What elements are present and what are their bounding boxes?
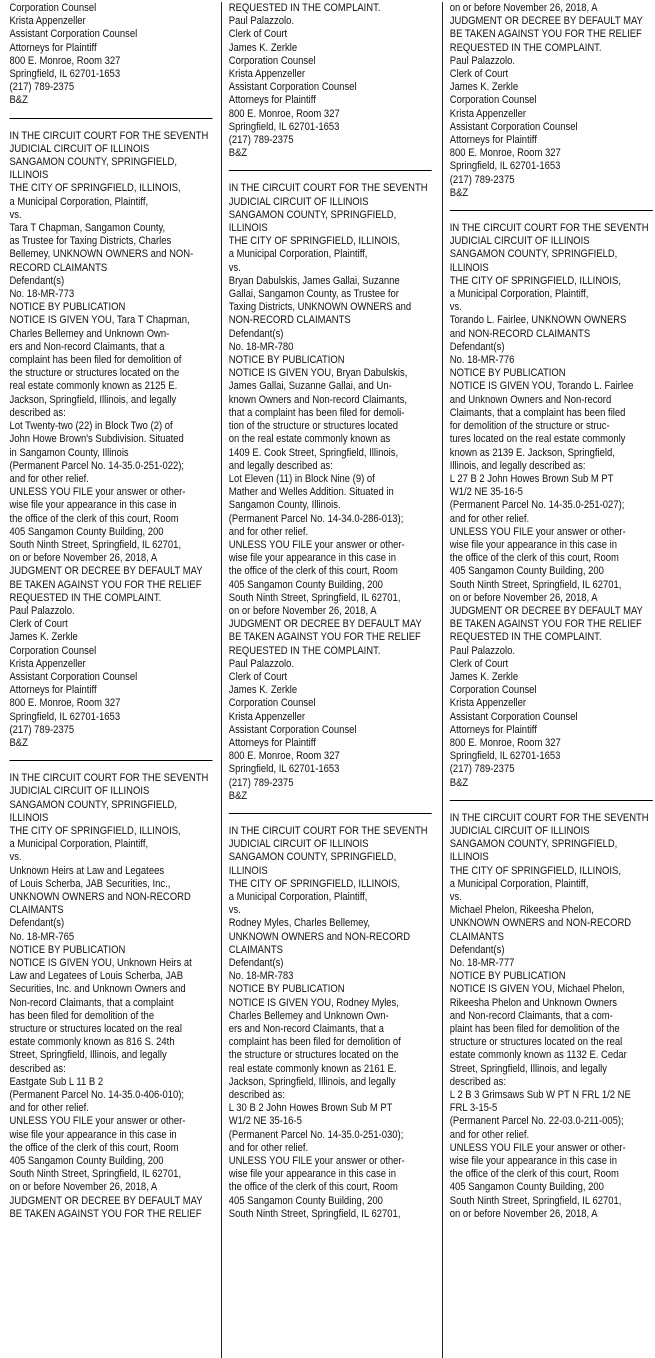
notice-continuation: REQUESTED IN THE COMPLAINT. Paul Palazzolo. Clerk of Court James K. Zerkle Corporation Counsel Krista Appenzeller Assistant Corporation Counsel Attorneys for Plaintiff 800 E. Monroe, Room 327 Springfield, IL 62701-1653 (217) 789-2375 B&Z xyxy=(228,2,381,160)
notice-divider xyxy=(9,118,212,119)
notice-18-MR-765: IN THE CIRCUIT COURT FOR THE SEVENTH JUDICIAL CIRCUIT OF ILLINOIS SANGAMON COUNTY, SPRINGFIELD, ILLINOIS THE CITY OF SPRINGFIELD, ILLINOIS, a Municipal Corporation, Plaintiff, vs. Unknown Heirs at Law and Legatees of Louis Scherba, JAB Securities, Inc., UNKNOWN OWNERS and NON-RECORD CLAIMANTS Defendant(s) No. 18-MR-765 NOTICE BY PUBLICATION NOTICE IS GIVEN YOU, Unknown Heirs at Law and Legatees of Louis Scherba, JAB Securities, Inc. and Unknown Owners and Non-record Claimants, that a complaint has been filed for demolition of the structure or structures located on the real estate commonly known as 816 S. 24th Street, Springfield, Illinois, and legally described as: Eastgate Sub L 11 B 2 (Permanent Parcel No. 14-35.0-406-010); and for other relief. UNLESS YOU FILE your answer or other- wise file your appearance in this case in the office of the clerk of this court, Room 405 Sangamon County Building, 200 South Ninth Street, Springfield, IL 62701, on or before November 26, 2018, A JUDGMENT OR DECREE BY DEFAULT MAY BE TAKEN AGAINST YOU FOR THE RELIEF xyxy=(9,772,209,1220)
column-2 xyxy=(229,2,432,1221)
notice-divider xyxy=(450,800,653,801)
notice-18-MR-776: IN THE CIRCUIT COURT FOR THE SEVENTH JUDICIAL CIRCUIT OF ILLINOIS SANGAMON COUNTY, SPRINGFIELD, ILLINOIS THE CITY OF SPRINGFIELD, ILLINOIS, a Municipal Corporation, Plaintiff, vs. Torando L. Fairlee, UNKNOWN OWNERS and NON-RECORD CLAIMANTS Defendant(s) No. 18-MR-776 NOTICE BY PUBLICATION NOTICE IS GIVEN YOU, Torando L. Fairlee and Unknown Owners and Non-record Claimants, that a complaint has been filed for demolition of the structure or struc- tures located on the real estate commonly known as 2139 E. Jackson, Springfield, Illinois, and legally described as: L 27 B 2 John Howes Brown Sub M PT W1/2 NE 35-16-5 (Permanent Parcel No. 14-35.0-251-027); and for other relief. UNLESS YOU FILE your answer or other- wise file your appearance in this case in the office of the clerk of this court, Room 405 Sangamon County Building, 200 South Ninth Street, Springfield, IL 62701, on or before November 26, 2018, A JUDGMENT OR DECREE BY DEFAULT MAY BE TAKEN AGAINST YOU FOR THE RELIEF REQUESTED IN THE COMPLAINT. Paul Palazzolo. Clerk of Court James K. Zerkle Corporation Counsel Krista Appenzeller Assistant Corporation Counsel Attorneys for Plaintiff 800 E. Monroe, Room 327 Springfield, IL 62701-1653 (217) 789-2375 B&Z xyxy=(449,222,649,789)
column-divider xyxy=(221,2,222,1358)
notice-18-MR-777: IN THE CIRCUIT COURT FOR THE SEVENTH JUDICIAL CIRCUIT OF ILLINOIS SANGAMON COUNTY, SPRINGFIELD, ILLINOIS THE CITY OF SPRINGFIELD, ILLINOIS, a Municipal Corporation, Plaintiff, vs. Michael Phelon, Rikeesha Phelon, UNKNOWN OWNERS and NON-RECORD CLAIMANTS Defendant(s) No. 18-MR-777 NOTICE BY PUBLICATION NOTICE IS GIVEN YOU, Michael Phelon, Rikeesha Phelon and Unknown Owners and Non-record Claimants, that a com- plaint has been filed for demolition of the structure or structures located on the real estate commonly known as 1132 E. Cedar Street, Springfield, Illinois, and legally described as: L 2 B 3 Grimsaws Sub W PT N FRL 1/2 NE FRL 3-15-5 (Permanent Parcel No. 22-03.0-211-005); and for other relief. UNLESS YOU FILE your answer or other- wise file your appearance in this case in the office of the clerk of this court, Room 405 Sangamon County Building, 200 South Ninth Street, Springfield, IL 62701, on or before November 26, 2018, A xyxy=(449,811,649,1220)
notice-18-MR-773: IN THE CIRCUIT COURT FOR THE SEVENTH JUDICIAL CIRCUIT OF ILLINOIS SANGAMON COUNTY, SPRINGFIELD, ILLINOIS THE CITY OF SPRINGFIELD, ILLINOIS, a Municipal Corporation, Plaintiff, vs. Tara T Chapman, Sangamon County, as Trustee for Taxing Districts, Charles Bellemey, UNKNOWN OWNERS and NON- RECORD CLAIMANTS Defendant(s) No. 18-MR-773 NOTICE BY PUBLICATION NOTICE IS GIVEN YOU, Tara T Chapman, Charles Bellemey and Unknown Own- ers and Non-record Claimants, that a complaint has been filed for demolition of the structure or structures located on the real estate commonly known as 2125 E. Jackson, Springfield, Illinois, and legally described as: Lot Twenty-two (22) in Block Two (2) of John Howe Brown's Subdivision. Situated in Sangamon County, Illinois (Permanent Parcel No. 14-35.0-251-022); and for other relief. UNLESS YOU FILE your answer or other- wise file your appearance in this case in the office of the clerk of this court, Room 405 Sangamon County Building, 200 South Ninth Street, Springfield, IL 62701, on or before November 26, 2018, A JUDGMENT OR DECREE BY DEFAULT MAY BE TAKEN AGAINST YOU FOR THE RELIEF REQUESTED IN THE COMPLAINT. Paul Palazzolo. Clerk of Court James K. Zerkle Corporation Counsel Krista Appenzeller Assistant Corporation Counsel Attorneys for Plaintiff 800 E. Monroe, Room 327 Springfield, IL 62701-1653 (217) 789-2375 B&Z xyxy=(9,129,209,749)
column-1 xyxy=(9,2,212,1221)
notice-18-MR-780: IN THE CIRCUIT COURT FOR THE SEVENTH JUDICIAL CIRCUIT OF ILLINOIS SANGAMON COUNTY, SPRINGFIELD, ILLINOIS THE CITY OF SPRINGFIELD, ILLINOIS, a Municipal Corporation, Plaintiff, vs. Bryan Dabulskis, James Gallai, Suzanne Gallai, Sangamon County, as Trustee for Taxing Districts, UNKNOWN OWNERS and NON-RECORD CLAIMANTS Defendant(s) No. 18-MR-780 NOTICE BY PUBLICATION NOTICE IS GIVEN YOU, Bryan Dabulskis, James Gallai, Suzanne Gallai, and Un- known Owners and Non-record Claimants, that a complaint has been filed for demoli- tion of the structure or structures located on the real estate commonly known as 1409 E. Cook Street, Springfield, Illinois, and legally described as: Lot Eleven (11) in Block Nine (9) of Mather and Welles Addition. Situated in Sangamon County, Illinois. (Permanent Parcel No. 14-34.0-286-013); and for other relief. UNLESS YOU FILE your answer or other- wise file your appearance in this case in the office of the clerk of this court, Room 405 Sangamon County Building, 200 South Ninth Street, Springfield, IL 62701, on or before November 26, 2018, A JUDGMENT OR DECREE BY DEFAULT MAY BE TAKEN AGAINST YOU FOR THE RELIEF REQUESTED IN THE COMPLAINT. Paul Palazzolo. Clerk of Court James K. Zerkle Corporation Counsel Krista Appenzeller Assistant Corporation Counsel Attorneys for Plaintiff 800 E. Monroe, Room 327 Springfield, IL 62701-1653 (217) 789-2375 B&Z xyxy=(228,182,428,802)
notice-18-MR-783: IN THE CIRCUIT COURT FOR THE SEVENTH JUDICIAL CIRCUIT OF ILLINOIS SANGAMON COUNTY, SPRINGFIELD, ILLINOIS THE CITY OF SPRINGFIELD, ILLINOIS, a Municipal Corporation, Plaintiff, vs. Rodney Myles, Charles Bellemey, UNKNOWN OWNERS and NON-RECORD CLAIMANTS Defendant(s) No. 18-MR-783 NOTICE BY PUBLICATION NOTICE IS GIVEN YOU, Rodney Myles, Charles Bellemey and Unknown Own- ers and Non-record Claimants, that a complaint has been filed for demolition of the structure or structures located on the real estate commonly known as 2161 E. Jackson, Springfield, Illinois, and legally described as: L 30 B 2 John Howes Brown Sub M PT W1/2 NE 35-16-5 (Permanent Parcel No. 14-35.0-251-030); and for other relief. UNLESS YOU FILE your answer or other- wise file your appearance in this case in the office of the clerk of this court, Room 405 Sangamon County Building, 200 South Ninth Street, Springfield, IL 62701, xyxy=(228,824,428,1220)
notice-continuation: on or before November 26, 2018, A JUDGMENT OR DECREE BY DEFAULT MAY BE TAKEN AGAINST YOU FOR THE RELIEF REQUESTED IN THE COMPLAINT. Paul Palazzolo. Clerk of Court James K. Zerkle Corporation Counsel Krista Appenzeller Assistant Corporation Counsel Attorneys for Plaintiff 800 E. Monroe, Room 327 Springfield, IL 62701-1653 (217) 789-2375 B&Z xyxy=(449,2,643,199)
notice-divider xyxy=(229,170,432,171)
column-divider xyxy=(442,2,443,1358)
notice-divider xyxy=(9,760,212,761)
notice-divider xyxy=(229,813,432,814)
notice-divider xyxy=(450,210,653,211)
notice-continuation: Corporation Counsel Krista Appenzeller Assistant Corporation Counsel Attorneys for Plaintiff 800 E. Monroe, Room 327 Springfield, IL 62701-1653 (217) 789-2375 B&Z xyxy=(9,2,138,107)
column-3 xyxy=(450,2,653,1221)
